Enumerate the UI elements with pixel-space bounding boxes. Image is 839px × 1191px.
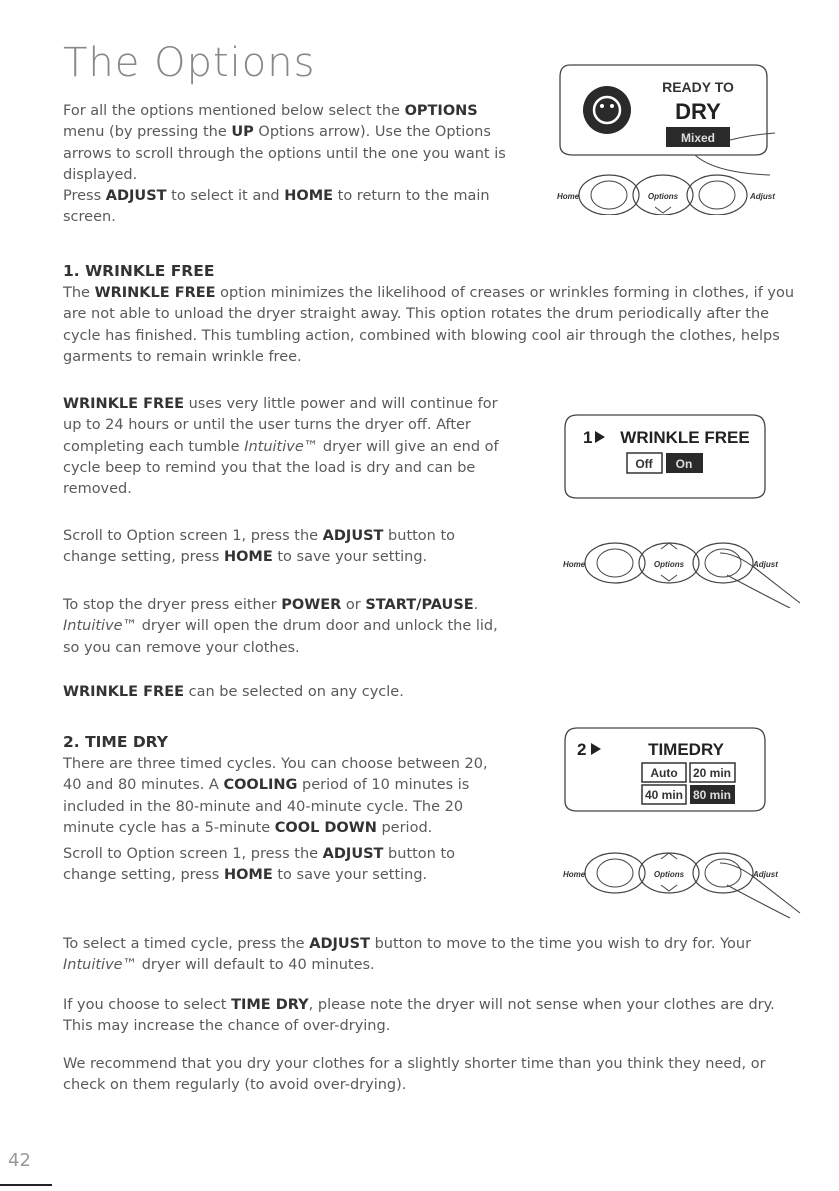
page-title: The Options <box>63 40 316 86</box>
options-label: Options <box>653 870 685 879</box>
bold-term: POWER <box>281 597 342 613</box>
text-run: period. <box>376 819 433 836</box>
text-run: Press <box>63 188 106 204</box>
italic-term: Intuitive™ <box>63 957 138 974</box>
text-run: For all the options mentioned below select the <box>63 103 405 119</box>
text-run: to return to the main screen. <box>63 188 490 226</box>
text-run: button to change setting, press <box>63 528 456 566</box>
text-run: Options arrow). Use the Options arrows to scroll through the options until the one you want is displayed. <box>63 124 506 183</box>
20-min-option-label: 20 min <box>692 766 732 780</box>
time-dry-heading: 2. TIME DRY <box>63 733 168 751</box>
text-run: period of 10 minutes is included in the 80-minute and 40-minute cycle. The 20 minute cycle has a 5-minute <box>63 777 470 836</box>
display-dry-text: DRY <box>675 99 721 124</box>
text-run: menu (by pressing the <box>63 124 232 141</box>
options-label: Options <box>653 560 685 569</box>
text-run: The <box>63 285 95 301</box>
arrow-right-icon <box>591 743 601 755</box>
wrinkle-paragraph-2 <box>63 394 508 500</box>
home-label: Home <box>563 870 586 879</box>
italic-term: Intuitive™ <box>244 438 319 455</box>
off-option-label: Off <box>635 457 653 471</box>
wrinkle-paragraph-4 <box>63 595 508 659</box>
display-ready-text: READY TO <box>662 79 734 95</box>
on-option-label: On <box>675 457 693 471</box>
home-label: Home <box>563 560 586 569</box>
text-run: dryer will default to 40 minutes. <box>137 957 375 974</box>
time-dry-illustration <box>555 723 805 928</box>
text-run: . <box>473 597 479 613</box>
bold-term: WRINKLE FREE <box>63 684 184 700</box>
text-run: dryer will open the drum door and unlock the lid, so you can remove your clothes. <box>63 618 498 656</box>
text-run: option minimizes the likelihood of creases or wrinkles forming in clothes, if you are not able to unload the dryer straight away. This option rotates the drum periodically after the cycle has finished. This tumbling action, combined with blowing cool air through the clothes, helps garments to remain wrinkle free. <box>63 285 795 365</box>
text-run: , please note the dryer will not sense when your clothes are dry. This may increase the chance of over-drying. <box>63 997 775 1035</box>
adjust-label: Adjust <box>750 192 775 201</box>
bold-term: TIME DRY <box>231 997 309 1013</box>
option-number: 1 <box>583 428 593 447</box>
bold-term: ADJUST <box>322 846 384 862</box>
40-min-option-label: 40 min <box>644 788 684 802</box>
timedry-paragraph-5 <box>63 1054 803 1097</box>
bold-term: HOME <box>223 549 273 566</box>
timedry-paragraph-3 <box>63 934 803 977</box>
bold-term: OPTIONS <box>404 103 478 119</box>
text-run: There are three timed cycles. You can choose between 20, 40 and 80 minutes. A <box>63 756 488 794</box>
text-run: dryer will give an end of cycle beep to remind you that the load is dry and can be removed. <box>63 438 499 498</box>
home-label: Home <box>557 192 580 201</box>
bold-term: WRINKLE FREE <box>94 285 216 301</box>
text-run: or <box>341 597 366 613</box>
text-run: to save your setting. <box>272 867 428 884</box>
bold-term: UP <box>231 124 254 141</box>
bold-term: ADJUST <box>105 188 167 204</box>
wrinkle-paragraph-5 <box>63 682 508 703</box>
adjust-label: Adjust <box>753 870 778 879</box>
text-run: to select it and <box>166 188 285 204</box>
bold-term: START/PAUSE <box>365 597 474 613</box>
bold-term: COOL DOWN <box>274 819 377 836</box>
timedry-paragraph-2 <box>63 844 493 887</box>
adjust-label: Adjust <box>753 560 778 569</box>
arrow-right-icon <box>595 431 605 443</box>
italic-term: Intuitive™ <box>63 618 138 635</box>
options-label: Options <box>647 192 679 201</box>
option-number: 2 <box>577 740 587 759</box>
text-run: button to change setting, press <box>63 846 456 884</box>
bold-term: WRINKLE FREE <box>63 396 184 412</box>
time-dry-display-title: TIMEDRY <box>648 740 724 759</box>
text-run: can be selected on any cycle. <box>184 684 404 700</box>
wrinkle-free-display-title: WRINKLE FREE <box>620 428 750 447</box>
text-run: We recommend that you dry your clothes for a slightly shorter time than you think they need, or check on them regularly (to avoid over-drying). <box>63 1056 766 1094</box>
bold-term: HOME <box>223 867 273 884</box>
wrinkle-free-illustration <box>555 403 805 608</box>
bold-term: COOLING <box>223 777 298 794</box>
text-run: uses very little power and will continue for up to 24 hours or until the user turns the dryer off. After completing each tumble <box>63 396 498 455</box>
text-run: If you choose to select <box>63 997 232 1013</box>
intro-paragraph-2 <box>63 186 508 229</box>
text-run: To select a timed cycle, press the <box>63 936 310 952</box>
wrinkle-paragraph-3 <box>63 526 493 569</box>
bold-term: HOME <box>284 188 334 204</box>
timedry-paragraph-1 <box>63 754 503 839</box>
wrinkle-paragraph-1 <box>63 283 803 368</box>
bold-term: ADJUST <box>322 528 384 544</box>
text-run: To stop the dryer press either <box>63 597 282 613</box>
timedry-paragraph-4 <box>63 995 803 1038</box>
text-run: Scroll to Option screen 1, press the <box>63 528 323 544</box>
text-run: button to move to the time you wish to dry for. Your <box>369 936 752 952</box>
smiley-icon <box>583 86 631 134</box>
auto-option-label: Auto <box>650 766 678 780</box>
wrinkle-free-heading: 1. WRINKLE FREE <box>63 262 215 280</box>
page-number: 42 <box>8 1150 31 1171</box>
80-min-option-label: 80 min <box>692 788 732 802</box>
ready-to-dry-illustration <box>545 55 780 215</box>
text-run: to save your setting. <box>272 549 428 566</box>
bold-term: ADJUST <box>309 936 370 952</box>
text-run: Scroll to Option screen 1, press the <box>63 846 323 862</box>
footer-rule <box>0 1184 52 1186</box>
intro-paragraph-1 <box>63 101 523 186</box>
display-mixed-text: Mixed <box>680 131 716 145</box>
